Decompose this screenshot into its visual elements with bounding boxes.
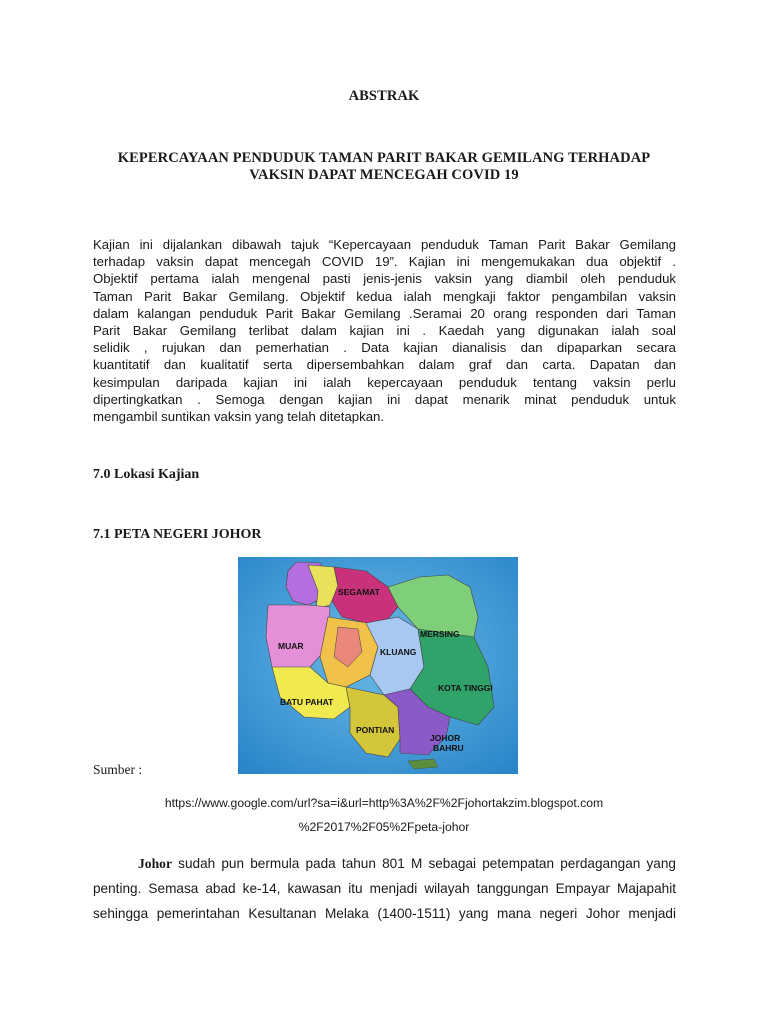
abstract-line: terhadap vaksin dapat mencegah COVID 19”. Kajian ini mengemukakan dua objektif .: [93, 254, 676, 270]
source-url-line-2[interactable]: %2F2017%2F05%2Fpeta-johor: [298, 820, 470, 834]
label-bahru: BAHRU: [433, 743, 464, 753]
abstract-line: Objektif pertama ialah mengenal pasti jenis-jenis vaksin yang diambil oleh penduduk: [93, 271, 676, 287]
label-kota-tinggi: KOTA TINGGI: [438, 683, 493, 693]
body-line: penting. Semasa abad ke-14, kawasan itu menjadi wilayah tanggungan Empayar Majapahit: [93, 881, 676, 896]
abstract-line: mengambil suntikan vaksin yang telah ditetapkan.: [93, 409, 385, 425]
johor-map-image: [238, 557, 518, 774]
paper-title: [0, 150, 768, 184]
source-label: Sumber :: [93, 762, 143, 777]
section-heading-peta-negeri-johor: 7.1 PETA NEGERI JOHOR: [93, 527, 262, 542]
body-line-text: sudah pun bermula pada tahun 801 M sebagai petempatan perdagangan yang: [171, 856, 676, 871]
label-pontian: PONTIAN: [356, 725, 395, 735]
section-heading-lokasi-kajian: 7.0 Lokasi Kajian: [93, 467, 200, 482]
abstract-line: Taman Parit Bakar Gemilang. Objektif kedua ialah mengkaji faktor pengambilan vaksin: [93, 288, 676, 304]
label-batu-pahat: BATU PAHAT: [280, 697, 334, 707]
abstract-line: kuantitatif dan kualitatif serta dipersembahkan dalam graf dan carta. Dapatan dan: [93, 357, 676, 373]
label-kluang: KLUANG: [380, 647, 417, 657]
body-paragraph: [93, 851, 676, 926]
label-mersing: MERSING: [420, 629, 460, 639]
source-url-line-1[interactable]: https://www.google.com/url?sa=i&url=http%3A%2F%2Fjohortakzim.blogspot.com: [164, 796, 604, 810]
abstract-line: selidik , rujukan dan pemerhatian . Data kajian dianalisis dan dipaparkan secara: [93, 340, 676, 356]
body-line: [93, 851, 676, 876]
abstract-line: Parit Bakar Gemilang terlibat dalam kajian ini . Kaedah yang digunakan ialah soal: [93, 323, 676, 339]
abstract-heading: ABSTRAK: [348, 88, 420, 104]
label-segamat: SEGAMAT: [338, 587, 380, 597]
label-johor: JOHOR: [430, 733, 461, 743]
title-line: VAKSIN DAPAT MENCEGAH COVID 19: [249, 167, 519, 183]
bold-lead-word: Johor: [138, 856, 172, 871]
abstract-line: dalam kalangan penduduk Parit Bakar Gemilang .Seramai 20 orang responden dari Taman: [93, 305, 676, 321]
abstract-paragraph: [93, 236, 676, 425]
title-line: KEPERCAYAAN PENDUDUK TAMAN PARIT BAKAR GEMILANG TERHADAP: [117, 150, 651, 166]
body-line: sehingga pemerintahan Kesultanan Melaka (1400-1511) yang mana negeri Johor menjadi: [93, 906, 676, 921]
abstract-line: kesimpulan daripada kajian ini ialah kepercayaan penduduk tentang vaksin perlu: [93, 374, 676, 390]
abstract-line: Kajian ini dijalankan dibawah tajuk “Kepercayaan penduduk Taman Parit Bakar Gemilang: [93, 237, 676, 252]
abstract-line: dipertingkatkan . Semoga dengan kajian ini dapat menarik minat penduduk untuk: [93, 391, 676, 407]
johor-map-svg: [238, 557, 518, 774]
label-muar: MUAR: [278, 641, 304, 651]
